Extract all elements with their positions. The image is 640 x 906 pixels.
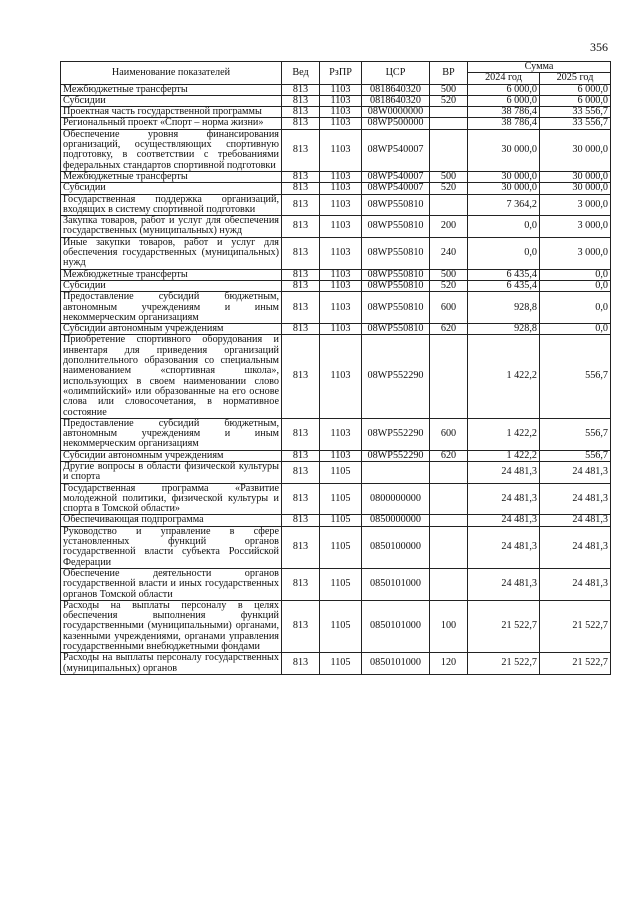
table-row bbox=[61, 84, 611, 95]
cell-name: Межбюджетные трансферты bbox=[61, 269, 282, 280]
cell-rzpr: 1103 bbox=[320, 280, 362, 291]
cell-name: Обеспечение деятельности органов государственной власти и иных государственных органов Томской области bbox=[61, 568, 282, 600]
cell-vr bbox=[430, 568, 468, 600]
cell-ved: 813 bbox=[282, 335, 320, 418]
cell-sum-2025: 6 000,0 bbox=[540, 95, 611, 106]
table-row bbox=[61, 95, 611, 106]
cell-vr: 500 bbox=[430, 84, 468, 95]
cell-sum-2024: 928,8 bbox=[468, 324, 540, 335]
cell-ved: 813 bbox=[282, 269, 320, 280]
cell-sum-2024: 24 481,3 bbox=[468, 515, 540, 526]
page-number: 356 bbox=[590, 40, 608, 54]
cell-sum-2024: 7 364,2 bbox=[468, 194, 540, 216]
budget-table bbox=[60, 61, 611, 675]
cell-rzpr: 1103 bbox=[320, 118, 362, 129]
cell-csr: 08WP550810 bbox=[362, 237, 430, 269]
table-header bbox=[61, 62, 611, 85]
cell-vr bbox=[430, 526, 468, 568]
table-row bbox=[61, 237, 611, 269]
table-row bbox=[61, 324, 611, 335]
cell-sum-2024: 21 522,7 bbox=[468, 600, 540, 652]
cell-sum-2025: 556,7 bbox=[540, 335, 611, 418]
header-year-2025: 2025 год bbox=[540, 73, 611, 84]
table-row bbox=[61, 483, 611, 515]
cell-sum-2025: 0,0 bbox=[540, 324, 611, 335]
cell-vr: 520 bbox=[430, 280, 468, 291]
cell-vr: 620 bbox=[430, 324, 468, 335]
cell-name: Иные закупки товаров, работ и услуг для обеспечения государственных (муниципальных) нужд bbox=[61, 237, 282, 269]
cell-csr: 08WP550810 bbox=[362, 194, 430, 216]
cell-sum-2025: 556,7 bbox=[540, 450, 611, 461]
cell-name: Субсидии bbox=[61, 95, 282, 106]
cell-rzpr: 1103 bbox=[320, 292, 362, 324]
cell-ved: 813 bbox=[282, 600, 320, 652]
cell-rzpr: 1103 bbox=[320, 335, 362, 418]
cell-vr: 520 bbox=[430, 95, 468, 106]
cell-vr: 600 bbox=[430, 418, 468, 450]
cell-ved: 813 bbox=[282, 95, 320, 106]
cell-csr: 08W0000000 bbox=[362, 107, 430, 118]
cell-sum-2025: 24 481,3 bbox=[540, 515, 611, 526]
cell-csr: 08WP550810 bbox=[362, 324, 430, 335]
cell-sum-2024: 24 481,3 bbox=[468, 483, 540, 515]
cell-name: Региональный проект «Спорт – норма жизни» bbox=[61, 118, 282, 129]
cell-ved: 813 bbox=[282, 461, 320, 483]
cell-sum-2025: 21 522,7 bbox=[540, 653, 611, 675]
cell-csr: 08WP550810 bbox=[362, 269, 430, 280]
cell-sum-2024: 6 435,4 bbox=[468, 269, 540, 280]
cell-sum-2024: 30 000,0 bbox=[468, 129, 540, 171]
cell-name: Государственная программа «Развитие молодежной политики, физической культуры и спорта в Томской области» bbox=[61, 483, 282, 515]
cell-csr: 08WP552290 bbox=[362, 335, 430, 418]
cell-sum-2024: 38 786,4 bbox=[468, 118, 540, 129]
cell-sum-2025: 0,0 bbox=[540, 269, 611, 280]
cell-rzpr: 1103 bbox=[320, 171, 362, 182]
cell-vr: 240 bbox=[430, 237, 468, 269]
table-row bbox=[61, 526, 611, 568]
cell-sum-2025: 0,0 bbox=[540, 292, 611, 324]
cell-sum-2025: 24 481,3 bbox=[540, 483, 611, 515]
cell-name: Руководство и управление в сфере установленных функций органов государственной власти субъекта Российской Федерации bbox=[61, 526, 282, 568]
table-row bbox=[61, 107, 611, 118]
cell-vr: 620 bbox=[430, 450, 468, 461]
cell-sum-2024: 24 481,3 bbox=[468, 526, 540, 568]
header-ved: Вед bbox=[282, 62, 320, 85]
cell-vr bbox=[430, 461, 468, 483]
cell-csr: 08WP550810 bbox=[362, 292, 430, 324]
cell-sum-2025: 24 481,3 bbox=[540, 526, 611, 568]
cell-csr: 08WP550810 bbox=[362, 280, 430, 291]
table-row bbox=[61, 292, 611, 324]
cell-ved: 813 bbox=[282, 653, 320, 675]
cell-sum-2025: 24 481,3 bbox=[540, 568, 611, 600]
cell-sum-2024: 928,8 bbox=[468, 292, 540, 324]
cell-sum-2024: 24 481,3 bbox=[468, 568, 540, 600]
cell-csr: 0850101000 bbox=[362, 653, 430, 675]
cell-name: Другие вопросы в области физической культуры и спорта bbox=[61, 461, 282, 483]
cell-vr: 100 bbox=[430, 600, 468, 652]
cell-rzpr: 1105 bbox=[320, 568, 362, 600]
cell-rzpr: 1103 bbox=[320, 183, 362, 194]
table-row bbox=[61, 171, 611, 182]
cell-ved: 813 bbox=[282, 280, 320, 291]
cell-name: Межбюджетные трансферты bbox=[61, 84, 282, 95]
table-row bbox=[61, 118, 611, 129]
cell-rzpr: 1103 bbox=[320, 84, 362, 95]
cell-csr: 08WP540007 bbox=[362, 183, 430, 194]
cell-rzpr: 1103 bbox=[320, 129, 362, 171]
cell-vr bbox=[430, 515, 468, 526]
cell-sum-2025: 21 522,7 bbox=[540, 600, 611, 652]
cell-sum-2024: 30 000,0 bbox=[468, 171, 540, 182]
cell-name: Предоставление субсидий бюджетным, автономным учреждениям и иным некоммерческим организациям bbox=[61, 418, 282, 450]
table-row bbox=[61, 418, 611, 450]
table-row bbox=[61, 450, 611, 461]
table-row bbox=[61, 183, 611, 194]
cell-vr: 500 bbox=[430, 171, 468, 182]
cell-sum-2024: 6 000,0 bbox=[468, 95, 540, 106]
table-row bbox=[61, 194, 611, 216]
cell-sum-2025: 6 000,0 bbox=[540, 84, 611, 95]
table-row bbox=[61, 335, 611, 418]
cell-name: Межбюджетные трансферты bbox=[61, 171, 282, 182]
cell-rzpr: 1105 bbox=[320, 461, 362, 483]
cell-csr: 0818640320 bbox=[362, 84, 430, 95]
cell-csr: 0850101000 bbox=[362, 568, 430, 600]
table-row bbox=[61, 568, 611, 600]
cell-vr: 520 bbox=[430, 183, 468, 194]
cell-sum-2024: 1 422,2 bbox=[468, 418, 540, 450]
table-row bbox=[61, 280, 611, 291]
cell-ved: 813 bbox=[282, 515, 320, 526]
cell-sum-2024: 1 422,2 bbox=[468, 335, 540, 418]
cell-ved: 813 bbox=[282, 171, 320, 182]
cell-sum-2025: 33 556,7 bbox=[540, 118, 611, 129]
cell-rzpr: 1103 bbox=[320, 450, 362, 461]
cell-ved: 813 bbox=[282, 237, 320, 269]
header-rzpr: РзПР bbox=[320, 62, 362, 85]
cell-rzpr: 1105 bbox=[320, 515, 362, 526]
cell-name: Закупка товаров, работ и услуг для обеспечения государственных (муниципальных) нужд bbox=[61, 216, 282, 238]
cell-ved: 813 bbox=[282, 292, 320, 324]
cell-sum-2025: 24 481,3 bbox=[540, 461, 611, 483]
cell-sum-2024: 24 481,3 bbox=[468, 461, 540, 483]
cell-csr: 08WP540007 bbox=[362, 171, 430, 182]
header-year-2024: 2024 год bbox=[468, 73, 540, 84]
table-body bbox=[61, 84, 611, 674]
cell-name: Проектная часть государственной программы bbox=[61, 107, 282, 118]
cell-name: Субсидии bbox=[61, 280, 282, 291]
cell-sum-2025: 33 556,7 bbox=[540, 107, 611, 118]
cell-ved: 813 bbox=[282, 194, 320, 216]
header-sum: Сумма bbox=[468, 62, 611, 73]
cell-ved: 813 bbox=[282, 216, 320, 238]
cell-ved: 813 bbox=[282, 107, 320, 118]
cell-rzpr: 1105 bbox=[320, 653, 362, 675]
cell-rzpr: 1105 bbox=[320, 600, 362, 652]
cell-sum-2024: 21 522,7 bbox=[468, 653, 540, 675]
cell-name: Расходы на выплаты персоналу в целях обеспечения выполнения функций государственными (муниципальными) органами, казенными учреждениями, органами управления государственными внебюджетными фондами bbox=[61, 600, 282, 652]
cell-ved: 813 bbox=[282, 450, 320, 461]
cell-ved: 813 bbox=[282, 483, 320, 515]
cell-ved: 813 bbox=[282, 84, 320, 95]
cell-ved: 813 bbox=[282, 418, 320, 450]
cell-csr: 0850100000 bbox=[362, 526, 430, 568]
cell-sum-2025: 0,0 bbox=[540, 280, 611, 291]
cell-name: Субсидии автономным учреждениям bbox=[61, 324, 282, 335]
header-csr: ЦСР bbox=[362, 62, 430, 85]
cell-name: Государственная поддержка организаций, входящих в систему спортивной подготовки bbox=[61, 194, 282, 216]
table-row bbox=[61, 515, 611, 526]
header-vr: ВР bbox=[430, 62, 468, 85]
cell-rzpr: 1103 bbox=[320, 237, 362, 269]
cell-sum-2024: 1 422,2 bbox=[468, 450, 540, 461]
cell-ved: 813 bbox=[282, 324, 320, 335]
cell-rzpr: 1103 bbox=[320, 107, 362, 118]
cell-csr: 0800000000 bbox=[362, 483, 430, 515]
cell-sum-2024: 0,0 bbox=[468, 216, 540, 238]
table-row bbox=[61, 653, 611, 675]
cell-name: Субсидии автономным учреждениям bbox=[61, 450, 282, 461]
cell-csr: 08WP550810 bbox=[362, 216, 430, 238]
cell-vr bbox=[430, 194, 468, 216]
cell-csr: 08WP540007 bbox=[362, 129, 430, 171]
table-row bbox=[61, 216, 611, 238]
cell-vr: 120 bbox=[430, 653, 468, 675]
cell-rzpr: 1103 bbox=[320, 95, 362, 106]
cell-csr: 08WP500000 bbox=[362, 118, 430, 129]
cell-sum-2025: 3 000,0 bbox=[540, 216, 611, 238]
cell-vr: 600 bbox=[430, 292, 468, 324]
table-row bbox=[61, 269, 611, 280]
cell-rzpr: 1105 bbox=[320, 483, 362, 515]
cell-sum-2025: 3 000,0 bbox=[540, 237, 611, 269]
cell-csr: 0818640320 bbox=[362, 95, 430, 106]
cell-vr bbox=[430, 107, 468, 118]
cell-ved: 813 bbox=[282, 526, 320, 568]
cell-rzpr: 1103 bbox=[320, 194, 362, 216]
cell-sum-2024: 6 435,4 bbox=[468, 280, 540, 291]
cell-rzpr: 1103 bbox=[320, 324, 362, 335]
cell-csr: 0850000000 bbox=[362, 515, 430, 526]
cell-name: Предоставление субсидий бюджетным, автономным учреждениям и иным некоммерческим организациям bbox=[61, 292, 282, 324]
cell-vr: 500 bbox=[430, 269, 468, 280]
header-name: Наименование показателей bbox=[61, 62, 282, 85]
table-row bbox=[61, 461, 611, 483]
cell-sum-2025: 3 000,0 bbox=[540, 194, 611, 216]
cell-name: Субсидии bbox=[61, 183, 282, 194]
cell-name: Обеспечение уровня финансирования организаций, осуществляющих спортивную подготовку, в соответствии с требованиями федеральных стандартов спортивной подготовки bbox=[61, 129, 282, 171]
cell-name: Расходы на выплаты персоналу государственных (муниципальных) органов bbox=[61, 653, 282, 675]
cell-name: Приобретение спортивного оборудования и инвентаря для приведения организаций дополнительного образования со специальным наименованием «спортивная школа», использующих в своем наименовании слово «олимпийский» или образованные на его основе слова или словосочетания, в нормативное состояние bbox=[61, 335, 282, 418]
cell-rzpr: 1103 bbox=[320, 216, 362, 238]
cell-vr bbox=[430, 129, 468, 171]
cell-rzpr: 1105 bbox=[320, 526, 362, 568]
cell-name: Обеспечивающая подпрограмма bbox=[61, 515, 282, 526]
cell-vr: 200 bbox=[430, 216, 468, 238]
cell-csr: 08WP552290 bbox=[362, 450, 430, 461]
cell-csr: 08WP552290 bbox=[362, 418, 430, 450]
cell-rzpr: 1103 bbox=[320, 269, 362, 280]
cell-sum-2024: 30 000,0 bbox=[468, 183, 540, 194]
cell-ved: 813 bbox=[282, 568, 320, 600]
cell-sum-2024: 0,0 bbox=[468, 237, 540, 269]
cell-sum-2024: 6 000,0 bbox=[468, 84, 540, 95]
cell-vr bbox=[430, 335, 468, 418]
cell-sum-2025: 30 000,0 bbox=[540, 171, 611, 182]
table-row bbox=[61, 600, 611, 652]
cell-csr bbox=[362, 461, 430, 483]
cell-csr: 0850101000 bbox=[362, 600, 430, 652]
cell-ved: 813 bbox=[282, 129, 320, 171]
cell-rzpr: 1103 bbox=[320, 418, 362, 450]
cell-vr bbox=[430, 483, 468, 515]
cell-ved: 813 bbox=[282, 118, 320, 129]
cell-sum-2025: 556,7 bbox=[540, 418, 611, 450]
cell-sum-2025: 30 000,0 bbox=[540, 183, 611, 194]
cell-ved: 813 bbox=[282, 183, 320, 194]
cell-vr bbox=[430, 118, 468, 129]
cell-sum-2025: 30 000,0 bbox=[540, 129, 611, 171]
cell-sum-2024: 38 786,4 bbox=[468, 107, 540, 118]
table-row bbox=[61, 129, 611, 171]
